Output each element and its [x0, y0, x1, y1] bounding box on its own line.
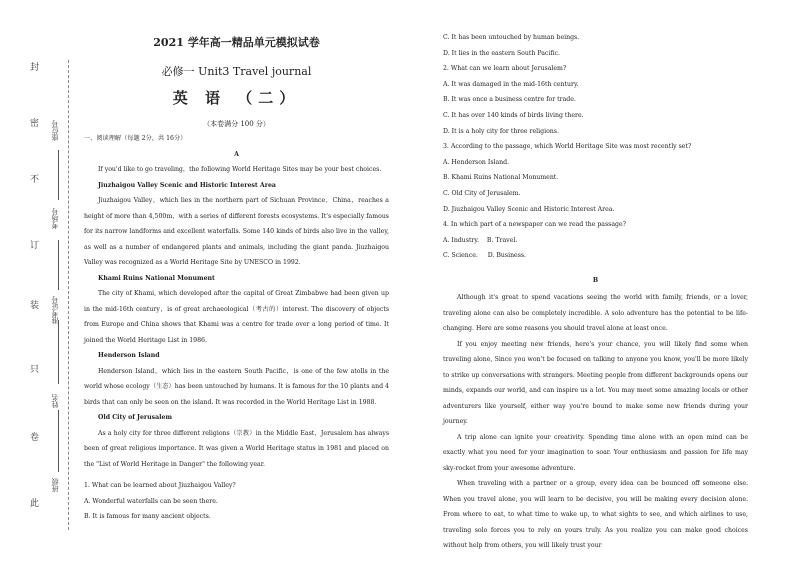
field-line	[58, 240, 59, 290]
seal-char: 只	[30, 365, 40, 375]
option: A. Henderson Island.	[443, 158, 510, 166]
option: B. Khami Ruins National Monument.	[443, 174, 559, 182]
site-text: Henderson Island，which lies in the eastern South Pacific，is one of the few atolls in the world whose ecology（生态）has been untouched by humans. It is famous for the 10 plants and 4 birds that can only be seen on the island. It was recorded in the World Heritage List in 1988.	[84, 367, 389, 406]
site-text: As a holy city for three different religions（宗教）in the Middle East，Jerusalem has always been of great religious importance. It was given a World Heritage status in 1981 and placed on the "List of World Heritage in Danger" the following year.	[84, 429, 389, 468]
option: A. Industry. B. Travel.	[443, 236, 518, 244]
option: D. It is a holy city for three religions.	[443, 127, 559, 135]
option: C. It has been untouched by human beings.	[443, 34, 580, 41]
left-column	[84, 30, 389, 525]
question: 3. According to the passage, which World Heritage Site was most recently set?	[443, 143, 692, 151]
exam-title: 2021 学年高一精品单元模拟试卷	[153, 36, 320, 49]
field-line	[58, 410, 59, 472]
subject-title: 英 语 （二）	[172, 89, 301, 107]
field-line	[58, 320, 59, 384]
seal-dashed-line	[68, 60, 69, 530]
option: A. It was damaged in the mid-16th century.	[443, 80, 579, 88]
passage-b-paragraph: If you enjoy meeting new friends, here's your chance, you will likely find some when traveling alone, Since you won't be focused on talking to anyone you know, you'll be more likely to strike up conversations with strangers. Meeting people from different backgrounds opens our minds, expands our world, and can inspire us a lot. You may meet some amazing locals or other adventurers like yourself, either way you're bound to make some new friends during your journey.	[443, 340, 748, 426]
field-line	[58, 150, 59, 200]
option: C. Old City of Jerusalem.	[443, 189, 521, 197]
seal-char: 卷	[30, 433, 40, 443]
site-title: Henderson Island	[98, 352, 160, 359]
option: C. It has over 140 kinds of birds living there.	[443, 111, 584, 119]
site-text: Jiuzhaigou Valley，which lies in the northern part of Sichuan Province，China，reaches a height of more than 4,500m，with a series of different forests ecosystems. It's especially famous for its narrow landforms and excellent waterfalls. Some 140 kinds of birds also live in the valley, as well as a number of endangered plants and animals, including the giant panda. Jiuzhaigou Valley was recognized as a World Heritage Site by UNESCO in 1992.	[84, 197, 389, 266]
passage-b-paragraph: When traveling with a partner or a group, every idea can be bounced off someone else. When you travel alone, you will learn to be decisive, you will be making every decision alone. From where to eat, to what time to wake up, to what sights to see, and which airlines to use, traveling solo forces you to rely on yours truly. As you realize you can make good choices without help from others, you will likely trust your	[443, 480, 748, 550]
option: D. It lies in the eastern South Pacific.	[443, 49, 560, 57]
exam-subtitle: 必修一 Unit3 Travel journal	[161, 65, 312, 78]
field-seat: 座位号	[51, 120, 59, 141]
passage-b-paragraph: Although it's great to spend vacations seeing the world with family, friends, or a lover, traveling alone can also be completely incredible. A solo adventure has the potential to be life-changing. Here are some reasons you should travel alone at least once.	[443, 294, 748, 333]
seal-char: 装	[30, 301, 40, 311]
question: 1. What can be learned about Jiuzhaigou Valley?	[84, 482, 236, 489]
site-title: Khami Ruins National Monument	[98, 274, 215, 282]
site-title: Jiuzhaigou Valley Scenic and Historic Interest Area	[98, 181, 276, 189]
option: C. Science. D. Business.	[443, 252, 527, 260]
passage-b-paragraph: A trip alone can ignite your creativity. Spending time alone with an open mind can be exactly what you need for your imagination to soar. Your enthusiasm and passion for life may sky-rocket from your awesome adventure.	[443, 433, 748, 472]
site-text: The city of Khami, which developed after the capital of Great Zimbabwe had been given up in the mid-16th century，is of great archaeological（考古的）interest. The discovery of objects from Europe and China shows that Khami was a centre for trade over a long period of time. It joined the World Heritage List in 1986.	[84, 290, 389, 344]
seal-char: 此	[30, 499, 40, 509]
option: D. Jiuzhaigou Valley Scenic and Historic Interest Area.	[443, 205, 615, 213]
question: 4. In which part of a newspaper can we read the passage?	[443, 221, 626, 229]
site-title: Old City of Jerusalem	[98, 414, 172, 421]
section-heading: 一、阅读理解（每题 2分，共 16分）	[84, 135, 187, 142]
field-name: 姓名	[51, 394, 59, 408]
passage-b-label: B	[592, 276, 599, 284]
seal-char: 订	[30, 241, 40, 251]
field-class: 班级	[51, 478, 59, 492]
option: B. It is famous for many ancient objects.	[84, 513, 211, 521]
seal-char: 密	[30, 119, 40, 129]
field-room: 考场号	[51, 208, 59, 229]
field-exam-number: 准考证号	[51, 296, 59, 324]
option: A. Wonderful waterfalls can be seen there.	[84, 497, 218, 505]
passage-a-label: A	[234, 150, 239, 158]
question: 2. What can we learn about Jerusalem?	[443, 65, 567, 73]
right-column	[443, 30, 748, 554]
seal-char: 不	[30, 175, 40, 185]
seal-char: 封	[30, 63, 40, 73]
binding-margin	[0, 0, 80, 562]
passage-intro: If you'd like to go traveling，the following World Heritage Sites may be your best choices.	[98, 166, 382, 173]
option: B. It was once a business centre for trade.	[443, 96, 576, 104]
score-note: （本卷满分 100 分）	[203, 120, 270, 128]
